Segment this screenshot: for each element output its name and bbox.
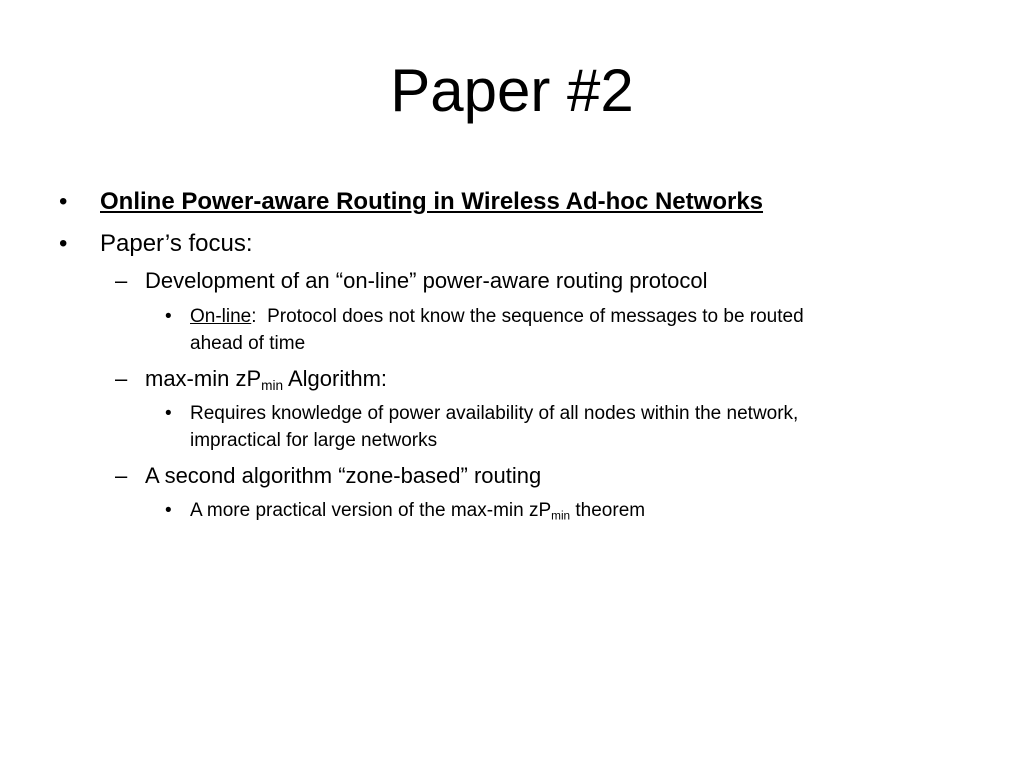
bullet-second-algorithm: [115, 461, 542, 491]
bullet-dash-icon: –: [115, 366, 128, 391]
paper-title-text: Online Power-aware Routing in Wireless Ad-hoc Networks: [100, 188, 764, 215]
requires-line2: impractical for large networks: [190, 430, 438, 451]
maxmin-suffix: Algorithm:: [283, 366, 388, 391]
second-algorithm-text: A second algorithm “zone-based” routing: [145, 463, 542, 488]
bullet-dot-icon: •: [59, 188, 68, 215]
bullet-dash-icon: –: [115, 268, 128, 293]
bullet-focus: [59, 228, 253, 260]
maxmin-subscript: min: [261, 378, 284, 394]
bullet-practical-version: [165, 497, 646, 524]
online-desc-line2: ahead of time: [190, 333, 306, 354]
bullet-dot-icon: •: [59, 230, 68, 257]
development-text: Development of an “on-line” power-aware routing protocol: [145, 268, 708, 293]
practical-suffix: theorem: [570, 500, 646, 521]
bullet-paper-title: [59, 186, 764, 218]
requires-continuation: [190, 427, 437, 454]
online-desc-continuation: [190, 330, 305, 357]
bullet-online-definition: [165, 303, 804, 330]
maxmin-prefix: max-min zP: [145, 366, 262, 391]
bullet-requires-knowledge: [165, 400, 799, 427]
online-colon: :: [251, 306, 257, 327]
bullet-maxmin: [115, 364, 388, 394]
bullet-dot-icon: •: [165, 403, 172, 424]
focus-label: Paper’s focus:: [100, 230, 253, 257]
bullet-dot-icon: •: [165, 500, 172, 521]
online-term: On-line: [190, 306, 252, 327]
practical-subscript: min: [551, 509, 571, 523]
slide-title: Paper #2: [390, 57, 634, 124]
requires-line1: Requires knowledge of power availability of all nodes within the network,: [190, 403, 799, 424]
bullet-development: [115, 266, 708, 296]
bullet-dash-icon: –: [115, 463, 128, 488]
practical-prefix: A more practical version of the max-min zP: [190, 500, 552, 521]
online-desc-line1: Protocol does not know the sequence of messages to be routed: [267, 306, 804, 327]
bullet-dot-icon: •: [165, 306, 172, 327]
